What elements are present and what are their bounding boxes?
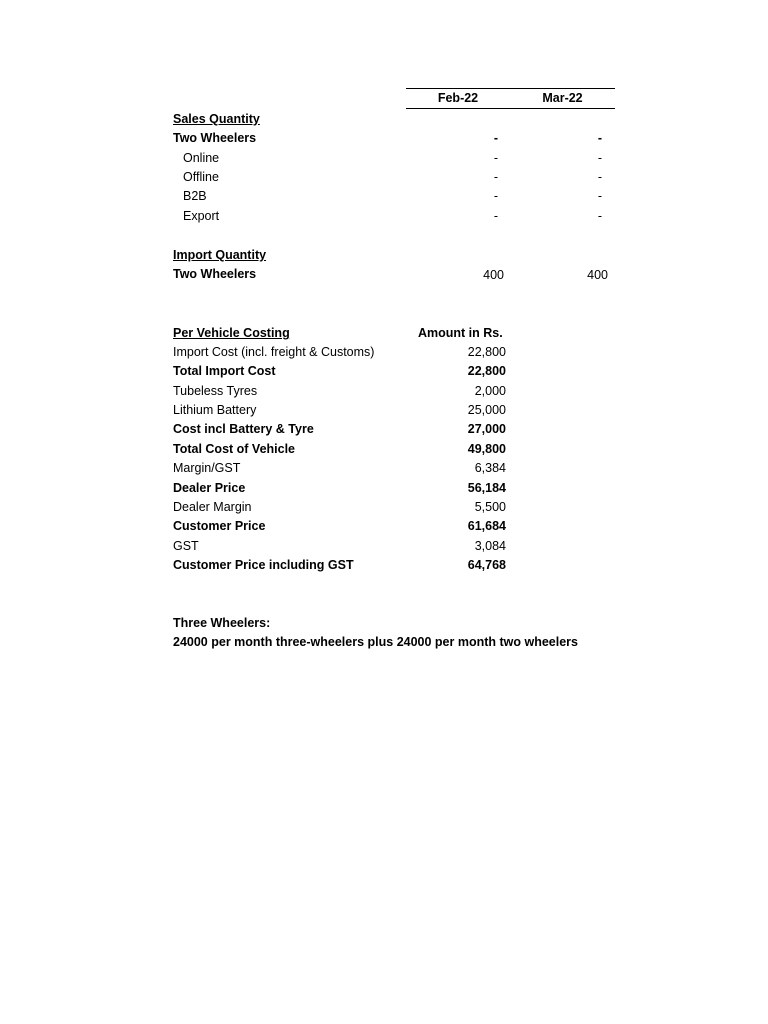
costing-row-value: 3,084 — [474, 539, 506, 553]
costing-row-value: 25,000 — [467, 403, 506, 417]
import-row-label: Two Wheelers — [173, 267, 257, 281]
sales-row-value-feb: - — [493, 209, 498, 223]
costing-row-label: Cost incl Battery & Tyre — [173, 422, 314, 436]
import-row-value-feb: 400 — [483, 268, 504, 282]
costing-row-value: 22,800 — [467, 345, 506, 359]
three-wheelers-note: 24000 per month three-wheelers plus 24000 per month two wheelers — [173, 635, 578, 649]
per-vehicle-costing-title: Per Vehicle Costing — [173, 326, 290, 340]
sales-row-value-feb: - — [493, 170, 498, 184]
sales-quantity-title: Sales Quantity — [173, 112, 260, 126]
costing-row-label: Customer Price — [173, 519, 266, 533]
sales-row-label: Two Wheelers — [173, 131, 257, 145]
sales-row-value-mar: - — [597, 170, 602, 184]
costing-row-value: 64,768 — [467, 558, 506, 572]
costing-row-label: Import Cost (incl. freight & Customs) — [173, 345, 375, 359]
costing-row-label: Total Import Cost — [173, 364, 276, 378]
import-quantity-title: Import Quantity — [173, 248, 267, 262]
costing-row-value: 2,000 — [474, 384, 506, 398]
costing-row-value: 5,500 — [474, 500, 506, 514]
header-bottom-border — [406, 108, 615, 109]
import-row-value-mar: 400 — [587, 268, 608, 282]
sales-row-label: B2B — [183, 189, 207, 203]
costing-row-value: 56,184 — [467, 481, 506, 495]
column-header-feb-22: Feb-22 — [437, 91, 479, 105]
costing-row-value: 49,800 — [467, 442, 506, 456]
column-header-mar-22: Mar-22 — [542, 91, 583, 105]
costing-row-label: Customer Price including GST — [173, 558, 354, 572]
costing-row-label: Total Cost of Vehicle — [173, 442, 296, 456]
sales-row-label: Offline — [183, 170, 219, 184]
sales-row-label: Export — [183, 209, 220, 223]
sales-row-value-mar: - — [597, 189, 602, 203]
sales-row-value-feb: - — [493, 131, 498, 145]
costing-row-label: Margin/GST — [173, 461, 241, 475]
sales-row-label: Online — [183, 151, 220, 165]
sales-row-value-mar: - — [597, 151, 602, 165]
costing-row-value: 61,684 — [467, 519, 506, 533]
costing-row-label: Dealer Margin — [173, 500, 252, 514]
sales-row-value-mar: - — [597, 209, 602, 223]
sales-row-value-feb: - — [493, 189, 498, 203]
sales-row-value-feb: - — [493, 151, 498, 165]
sales-row-value-mar: - — [597, 131, 602, 145]
costing-row-label: Tubeless Tyres — [173, 384, 258, 398]
header-top-border — [406, 88, 615, 89]
three-wheelers-title: Three Wheelers: — [173, 616, 271, 630]
costing-row-label: Dealer Price — [173, 481, 246, 495]
costing-row-label: GST — [173, 539, 199, 553]
amount-column-header: Amount in Rs. — [418, 326, 503, 340]
costing-row-label: Lithium Battery — [173, 403, 257, 417]
costing-row-value: 22,800 — [467, 364, 506, 378]
costing-row-value: 27,000 — [467, 422, 506, 436]
costing-row-value: 6,384 — [474, 461, 506, 475]
